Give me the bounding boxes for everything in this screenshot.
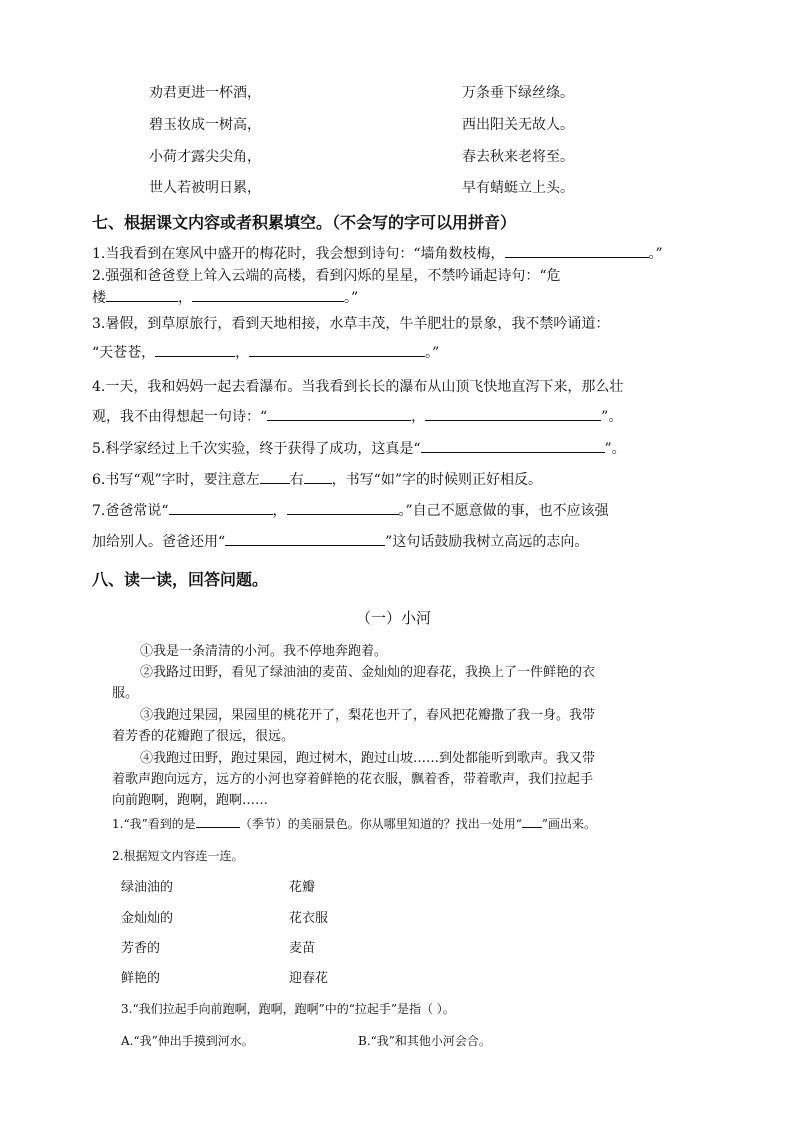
- passage-title: （一）小河: [356, 609, 432, 627]
- s7-q5-blank[interactable]: [421, 438, 605, 453]
- s8-q1-mid: （季节）的美丽景色。你从哪里知道的？找出一处用“: [239, 817, 522, 831]
- s7-q3-start: “天苍苍，: [92, 345, 156, 361]
- s7-q3-blank-2[interactable]: [249, 342, 425, 357]
- poem-left-3: 小荷才露尖尖角，: [149, 149, 261, 165]
- match-left-1[interactable]: 绿油油的: [121, 880, 174, 895]
- s7-q3-line1: 3.暑假，到草原旅行，看到天地相接，水草丰茂，牛羊肥壮的景象，我不禁吟诵道：: [92, 316, 610, 332]
- s7-q4-comma: ，: [411, 409, 426, 425]
- passage-p1: ①我是一条清清的小河。我不停地奔跑着。: [140, 644, 388, 659]
- s7-q7-line2: [92, 531, 588, 551]
- s8-q3: 3.“我们拉起手向前跑啊，跑啊，跑啊”中的“拉起手”是指（ ）。: [121, 1002, 455, 1016]
- s8-q1-blank-2[interactable]: [522, 815, 542, 828]
- s8-q1-end: ”画出来。: [541, 817, 597, 831]
- poem-right-3: 春去秋来老将至。: [462, 149, 574, 165]
- s7-q1-blank[interactable]: [505, 243, 649, 258]
- s8-q3-option-b[interactable]: B.“我”和其他小河会合。: [358, 1034, 491, 1048]
- s7-q7-blank-3[interactable]: [225, 531, 385, 546]
- s7-q5: [92, 438, 626, 458]
- s8-q1-blank-1[interactable]: [196, 815, 240, 828]
- match-right-4[interactable]: 迎春花: [289, 971, 329, 986]
- match-left-3[interactable]: 芳香的: [121, 941, 161, 956]
- passage-p4-line3: 向前跑啊，跑啊，跑啊……: [112, 793, 269, 808]
- s7-q2-blank-1[interactable]: [106, 287, 178, 302]
- s7-q3-comma: ，: [235, 345, 250, 361]
- s7-q4-start: 观，我不由得想起一句诗：“: [92, 409, 268, 425]
- poem-left-1: 劝君更进一杯酒，: [149, 85, 261, 101]
- poem-left-2: 碧玉妆成一树高，: [149, 117, 261, 133]
- s7-q6-rest: ，书写“如”字的时候则正好相反。: [331, 472, 542, 488]
- s8-q3-option-a[interactable]: A.“我”伸出手摸到河水。: [121, 1034, 254, 1048]
- s7-q3-blank-1[interactable]: [155, 342, 235, 357]
- match-right-3[interactable]: 麦苗: [289, 941, 316, 956]
- poem-right-4: 早有蜻蜓立上头。: [462, 180, 574, 196]
- s7-q7-start: 7.爸爸常说“: [92, 503, 169, 519]
- s7-q5-text: 5.科学家经过上千次实验，终于获得了成功，这真是“: [92, 441, 421, 457]
- s7-q2-blank-2[interactable]: [192, 287, 344, 302]
- s7-q4-line2: [92, 406, 622, 426]
- s7-q7-end: ”这句话鼓励我树立高远的志向。: [385, 534, 589, 550]
- s7-q4-blank-1[interactable]: [267, 406, 411, 421]
- s7-q1-end: 。”: [648, 246, 663, 262]
- s8-q1-text: 1.“我”看到的是: [112, 817, 196, 831]
- passage-p4-line1: ④我跑过田野，跑过果园，跑过树木，跑过山坡……到处都能听到歌声。我又带: [140, 751, 596, 766]
- s8-q2: 2.根据短文内容连一连。: [112, 849, 244, 863]
- passage-p2-line2: 服。: [112, 686, 139, 701]
- s7-q7-mid: 。”自己不愿意做的事，也不应该强: [398, 503, 609, 519]
- s7-q7-blank-1[interactable]: [169, 500, 273, 515]
- s7-q6: [92, 469, 542, 489]
- match-left-2[interactable]: 金灿灿的: [121, 911, 174, 926]
- s7-q7-comma: ，: [272, 503, 287, 519]
- s7-q5-end: ”。: [604, 441, 626, 457]
- s7-q6-blank-1[interactable]: [260, 469, 290, 484]
- match-right-2[interactable]: 花衣服: [289, 911, 329, 926]
- s7-q2-line1: 2.强强和爸爸登上耸入云端的高楼，看到闪烁的星星，不禁吟诵起诗句：“危: [92, 268, 561, 284]
- passage-p3-line1: ③我跑过果园，果园里的桃花开了，梨花也开了，春风把花瓣撒了我一身。我带: [140, 708, 596, 723]
- section-8-heading: 八、读一读，回答问题。: [92, 570, 269, 589]
- passage-p4-line2: 着歌声跑向远方，远方的小河也穿着鲜艳的花衣服，飘着香，带着歌声，我们拉起手: [112, 772, 594, 787]
- s7-q3-line2: [92, 342, 439, 362]
- s7-q6-text: 6.书写“观”字时，要注意左: [92, 472, 260, 488]
- poem-left-4: 世人若被明日累，: [149, 180, 261, 196]
- passage-p2-line1: ②我路过田野，看见了绿油油的麦苗、金灿灿的迎春花，我换上了一件鲜艳的衣: [140, 665, 596, 680]
- section-7-heading: 七、根据课文内容或者积累填空。（不会写的字可以用拼音）: [92, 213, 517, 232]
- s7-q6-blank-2[interactable]: [304, 469, 332, 484]
- passage-p3-line2: 着芳香的花瓣跑了很远，很远。: [112, 729, 295, 744]
- s7-q2-end: 。”: [344, 290, 359, 306]
- s7-q2-comma: ，: [178, 290, 192, 306]
- s7-q1-text: 1.当我看到在寒风中盛开的梅花时，我会想到诗句：“墙角数枝梅，: [92, 246, 505, 262]
- match-right-1[interactable]: 花瓣: [289, 880, 316, 895]
- s7-q4-line1: 4.一天，我和妈妈一起去看瀑布。当我看到长长的瀑布从山顶飞快地直泻下来，那么壮: [92, 379, 624, 395]
- s7-q6-right: 右: [289, 472, 304, 488]
- poem-right-1: 万条垂下绿丝绦。: [462, 85, 574, 101]
- s8-q1: [112, 815, 596, 832]
- s7-q3-end: 。”: [425, 345, 440, 361]
- s7-q7-second: 加给别人。爸爸还用“: [92, 534, 226, 550]
- s7-q7-blank-2[interactable]: [287, 500, 399, 515]
- s7-q2-line2: [92, 287, 358, 307]
- s7-q4-end: ”。: [601, 409, 623, 425]
- match-left-4[interactable]: 鲜艳的: [121, 971, 161, 986]
- s7-q1: [92, 243, 663, 263]
- s7-q4-blank-2[interactable]: [425, 406, 601, 421]
- s7-q2-word: 楼: [92, 290, 106, 306]
- s7-q7-line1: [92, 500, 609, 520]
- poem-right-2: 西出阳关无故人。: [462, 117, 574, 133]
